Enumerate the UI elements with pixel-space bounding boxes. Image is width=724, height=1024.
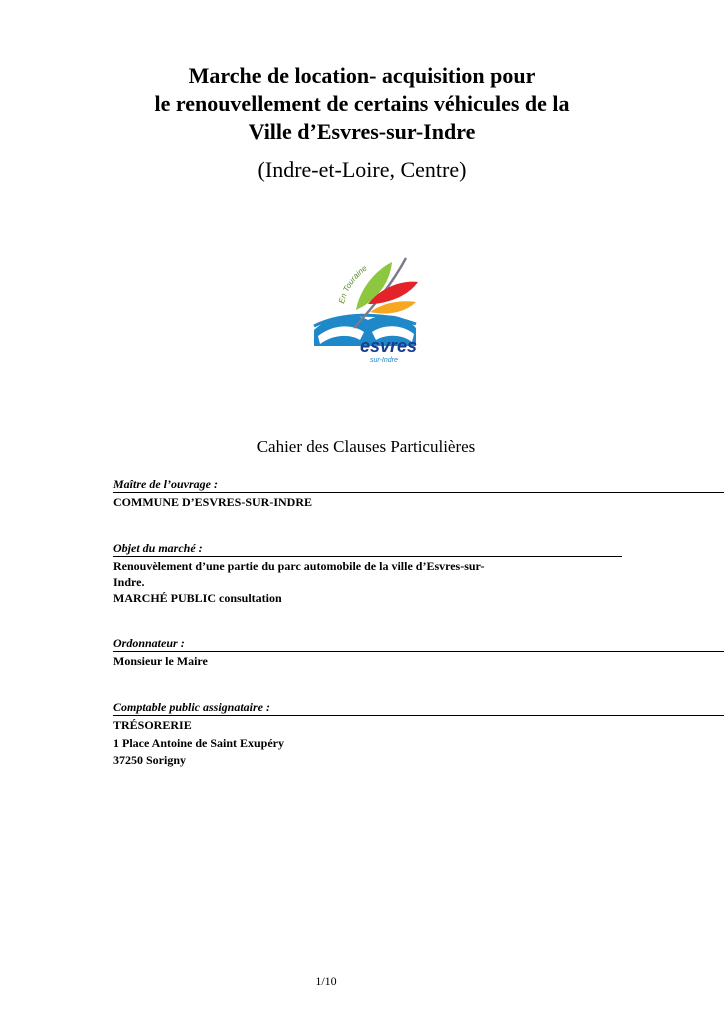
title-line: Ville d’Esvres-sur-Indre: [248, 119, 476, 144]
section-label: Comptable public assignataire :: [113, 700, 271, 714]
section-value: COMMUNE D’ESVRES-SUR-INDRE: [113, 495, 313, 509]
section-value: MARCHÉ PUBLIC consultation: [113, 591, 282, 605]
section-rule: [113, 651, 724, 652]
document-subtitle: (Indre-et-Loire, Centre): [257, 157, 467, 182]
document-title: [0, 62, 724, 146]
section-comptable: [113, 700, 724, 768]
logo-word: esvres: [360, 336, 418, 356]
section-ordonnateur: [113, 636, 724, 669]
section-maitre-ouvrage: [113, 477, 724, 510]
title-line: Marche de location- acquisition pour: [188, 63, 536, 88]
section-value: Indre.: [113, 575, 145, 589]
section-value: Monsieur le Maire: [113, 654, 208, 668]
section-value: 1 Place Antoine de Saint Exupéry: [113, 736, 285, 750]
section-label: Ordonnateur :: [113, 636, 185, 650]
section-rule: [113, 715, 724, 716]
section-value: TRÉSORERIE: [113, 718, 192, 732]
section-rule: [113, 556, 622, 557]
section-label: Maître de l’ouvrage :: [113, 477, 218, 491]
esvres-logo-graphic: [312, 254, 424, 366]
page-number: 1/10: [315, 974, 337, 988]
section-rule: [113, 492, 724, 493]
section-value: Renouvèlement d’une partie du parc automobile de la ville d’Esvres-sur-: [113, 559, 485, 573]
section-objet-marche: [113, 541, 622, 606]
logo-arc-text: En Touraine: [337, 263, 369, 305]
logo-sub: sur-Indre: [370, 357, 398, 364]
document-type: Cahier des Clauses Particulières: [256, 437, 476, 456]
section-value: 37250 Sorigny: [113, 753, 187, 767]
esvres-logo: [312, 254, 424, 366]
title-line: le renouvellement de certains véhicules de la: [154, 91, 570, 116]
section-label: Objet du marché :: [113, 541, 203, 555]
